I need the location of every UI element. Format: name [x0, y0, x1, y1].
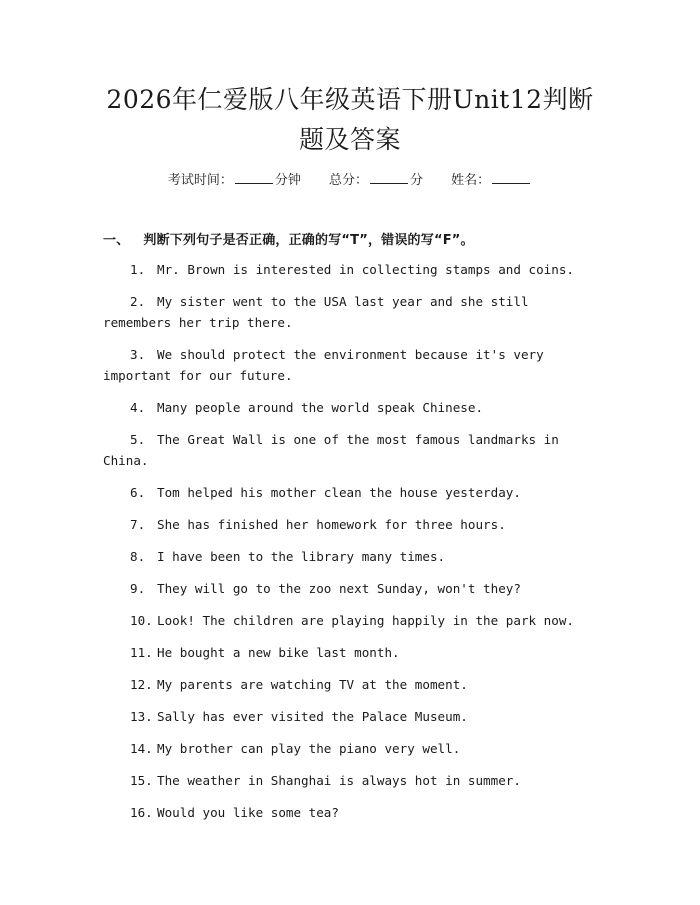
- question-item: [103, 514, 598, 535]
- title-line-1: 2026年仁爱版八年级英语下册Unit12判断: [106, 85, 594, 114]
- question-item: [103, 738, 598, 759]
- student-name-label: 姓名：: [451, 173, 491, 188]
- question-text: They will go to the zoo next Sunday, won't they?: [157, 581, 521, 596]
- question-text: The Great Wall is one of the most famous landmarks in China.: [103, 432, 559, 468]
- question-number: 3.: [130, 347, 146, 362]
- total-score: [329, 169, 423, 188]
- question-text: Would you like some tea?: [157, 805, 339, 820]
- student-name-blank[interactable]: [492, 171, 530, 184]
- question-text: My parents are watching TV at the moment.: [157, 677, 468, 692]
- question-number: 2.: [130, 294, 146, 309]
- exam-time-unit: 分钟: [274, 173, 301, 188]
- total-score-label: 总分：: [328, 173, 368, 188]
- question-number: 13.: [130, 709, 153, 724]
- question-text: My brother can play the piano very well.: [157, 741, 461, 756]
- question-text: My sister went to the USA last year and she still remembers her trip there.: [103, 294, 529, 330]
- student-name: [451, 169, 532, 188]
- question-list: [103, 259, 598, 834]
- question-item: [103, 642, 598, 663]
- question-number: 14.: [130, 741, 153, 756]
- question-text: The weather in Shanghai is always hot in summer.: [157, 773, 521, 788]
- question-number: 11.: [130, 645, 153, 660]
- question-item: [103, 291, 598, 333]
- question-number: 6.: [130, 485, 146, 500]
- question-number: 15.: [130, 773, 153, 788]
- question-text: Tom helped his mother clean the house yesterday.: [157, 485, 521, 500]
- question-number: 16.: [130, 805, 153, 820]
- question-number: 4.: [130, 400, 146, 415]
- question-text: Many people around the world speak Chinese.: [157, 400, 484, 415]
- question-text: He bought a new bike last month.: [157, 645, 400, 660]
- question-text: Sally has ever visited the Palace Museum.: [157, 709, 468, 724]
- section-heading: [103, 229, 474, 248]
- title-line-2: 题及答案: [298, 125, 401, 154]
- page-title: [60, 80, 640, 160]
- total-score-blank[interactable]: [370, 171, 408, 184]
- question-item: [103, 429, 598, 471]
- question-text: We should protect the environment because it's very important for our future.: [103, 347, 544, 383]
- question-number: 8.: [130, 549, 146, 564]
- question-item: [103, 546, 598, 567]
- question-text: She has finished her homework for three hours.: [157, 517, 506, 532]
- section-number: 一、: [103, 233, 130, 248]
- question-text: Look! The children are playing happily in the park now.: [157, 613, 575, 628]
- question-number: 10.: [130, 613, 153, 628]
- question-item: [103, 397, 598, 418]
- exam-info: [0, 169, 700, 188]
- question-number: 12.: [130, 677, 153, 692]
- question-item: [103, 674, 598, 695]
- exam-time: [168, 169, 301, 188]
- question-item: [103, 802, 598, 823]
- question-number: 1.: [130, 262, 146, 277]
- question-number: 5.: [130, 432, 146, 447]
- question-number: 9.: [130, 581, 146, 596]
- question-item: [103, 770, 598, 791]
- question-item: [103, 482, 598, 503]
- question-text: Mr. Brown is interested in collecting stamps and coins.: [157, 262, 575, 277]
- question-item: [103, 610, 598, 631]
- question-number: 7.: [130, 517, 146, 532]
- exam-time-blank[interactable]: [235, 171, 273, 184]
- total-score-unit: 分: [410, 173, 424, 188]
- section-instruction: 判断下列句子是否正确，正确的写“T”，错误的写“F”。: [143, 233, 474, 248]
- question-text: I have been to the library many times.: [157, 549, 446, 564]
- question-item: [103, 706, 598, 727]
- question-item: [103, 259, 598, 280]
- question-item: [103, 344, 598, 386]
- question-item: [103, 578, 598, 599]
- exam-time-label: 考试时间：: [167, 173, 233, 188]
